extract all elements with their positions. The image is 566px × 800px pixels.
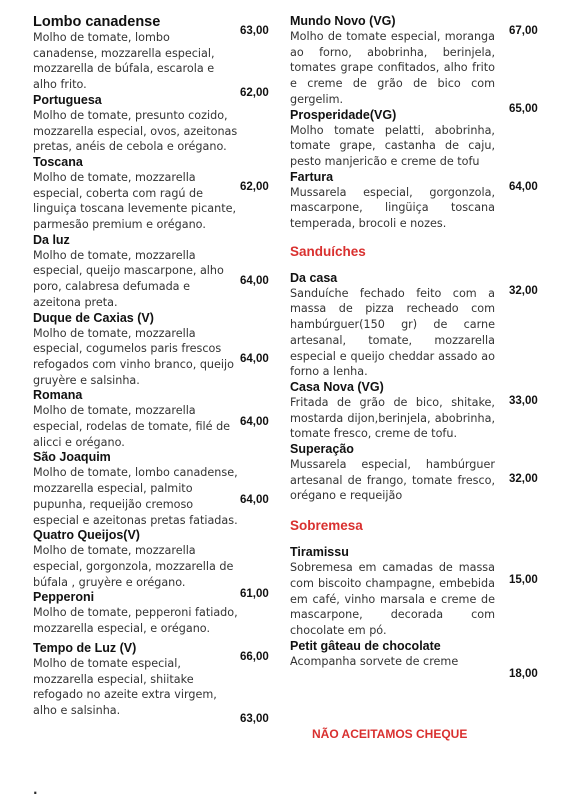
section-title-sanduiches: Sanduíches (290, 243, 366, 259)
item-description: Molho de tomate, lombo canadense, mozzarella especial, palmito pupunha, requeijão cremoso especial e azeitonas pretas fatiadas. (33, 466, 238, 527)
price-duque-de-caxias: 64,00 (240, 353, 269, 365)
item-description: Molho de tomate, presunto cozido, mozzarella especial, ovos, azeitonas pretas, anéis de cebola e orégano. (33, 108, 238, 154)
menu-item-fartura (290, 170, 495, 232)
item-name: Petit gâteau de chocolate (290, 638, 441, 653)
item-name: Quatro Queijos(V) (33, 528, 140, 543)
item-name: Tiramissu (290, 545, 349, 560)
price-tiramissu: 15,00 (509, 574, 538, 586)
price-fartura: 64,00 (509, 181, 538, 193)
item-name: Tempo de Luz (V) (33, 640, 137, 655)
menu-item-mundo-novo (290, 14, 495, 108)
item-description: Molho de tomate, mozzarella especial, gorgonzola, mozzarella de búfala , gruyère e orégano. (33, 544, 234, 589)
item-description: Molho de tomate, mozzarella especial, rodelas de tomate, filé de alicci e orégano. (33, 404, 231, 449)
menu-item-romana (33, 388, 238, 450)
item-name: Romana (33, 388, 83, 403)
section-title-sobremesa: Sobremesa (290, 518, 363, 534)
item-name: Superação (290, 442, 354, 457)
menu-item-toscana (33, 155, 238, 233)
left-menu-column (33, 14, 238, 719)
item-description: Sanduíche fechado feito com a massa de pizza recheado com hambúrguer(150 gr) de carne artesanal, tomate, mozzarella especial e queijo cheddar assado ao forno a lenha. (290, 286, 495, 379)
price-da-luz: 64,00 (240, 275, 269, 287)
item-name: Prosperidade(VG) (290, 107, 397, 122)
price-portuguesa: 62,00 (240, 87, 269, 99)
item-name: Lombo canadense (33, 14, 161, 30)
item-description: Mussarela especial, gorgonzola, mascarpone, lingüiça toscana temperada, brocoli e nozes. (290, 185, 495, 231)
price-quatro-queijos: 61,00 (240, 588, 269, 600)
menu-item-casa-nova (290, 380, 495, 442)
menu-item-sao-joaquim (33, 450, 238, 528)
item-name: Pepperoni (33, 590, 95, 605)
item-name: São Joaquim (33, 450, 111, 465)
price-sao-joaquim: 64,00 (240, 494, 269, 506)
menu-item-prosperidade (290, 108, 495, 170)
price-mundo-novo: 67,00 (509, 25, 538, 37)
item-description: Acompanha sorvete de creme (290, 654, 459, 668)
item-name: Mundo Novo (VG) (290, 14, 396, 28)
item-name: Casa Nova (VG) (290, 379, 384, 394)
menu-item-tempo-de-luz (33, 641, 238, 719)
item-description: Mussarela especial, hambúrguer artesanal de frango, tomate fresco, orégano e requeijão (290, 458, 495, 503)
menu-item-petit-gateau (290, 639, 495, 670)
item-description: Molho tomate pelatti, abobrinha, tomate grape, castanha de caju, pesto manjericão e creme de tofu (290, 123, 495, 168)
right-menu-column (290, 14, 495, 669)
price-pepperoni: 66,00 (240, 651, 269, 663)
item-name: Duque de Caxias (V) (33, 310, 154, 325)
price-casa-nova: 33,00 (509, 395, 538, 407)
menu-item-tiramissu (290, 545, 495, 639)
item-description: Molho de tomate especial, moranga ao forno, abobrinha, berinjela, tomates grape confitados, alho frito e creme de grão de bico com gergelim. (290, 30, 495, 106)
menu-item-lombo-canadense (33, 14, 238, 93)
no-checks-notice: NÃO ACEITAMOS CHEQUE (312, 727, 468, 741)
item-name: Toscana (33, 154, 83, 169)
item-name: Portuguesa (33, 92, 102, 107)
item-description: Molho de tomate, mozzarella especial, queijo mascarpone, alho poro, calabresa defumada e azeitona preta. (33, 248, 224, 309)
price-romana: 64,00 (240, 416, 269, 428)
item-description: Fritada de grão de bico, shitake, mostarda dijon,berinjela, abobrinha, tomate fresco, creme de tofu. (290, 395, 495, 441)
price-prosperidade: 65,00 (509, 103, 538, 115)
item-description: Molho de tomate, mozzarella especial, coberta com ragú de linguiça toscana levemente picante, parmesão premium e orégano. (33, 170, 237, 232)
price-tempo-de-luz: 63,00 (240, 713, 269, 725)
menu-item-superacao (290, 442, 495, 504)
item-description: Molho de tomate especial, mozzarella especial, shiitake refogado no azeite extra virgem, alho e salsinha. (33, 656, 217, 717)
price-superacao: 32,00 (509, 473, 538, 485)
menu-item-da-luz (33, 233, 238, 311)
item-name: Da casa (290, 270, 338, 285)
item-name: Da luz (33, 232, 70, 247)
menu-item-quatro-queijos (33, 528, 238, 590)
menu-item-pepperoni (33, 590, 238, 636)
price-toscana: 62,00 (240, 181, 269, 193)
menu-item-da-casa (290, 271, 495, 380)
item-name: Fartura (290, 169, 334, 184)
menu-item-portuguesa (33, 93, 238, 155)
menu-item-duque-de-caxias (33, 311, 238, 389)
price-petit-gateau: 18,00 (509, 668, 538, 680)
price-da-casa: 32,00 (509, 285, 538, 297)
item-description: Sobremesa em camadas de massa com biscoito champagne, embebida em café, vinho marsala e creme de mascarpone, decorada com chocolate em pó. (290, 561, 495, 637)
item-description: Molho de tomate, mozzarella especial, cogumelos paris frescos refogados com vinho branco, queijo gruyère e salsinha. (33, 326, 234, 387)
footer-dot: . (33, 783, 38, 797)
item-description: Molho de tomate, lombo canadense, mozzarella especial, mozzarella de búfala, escarola e alho frito. (33, 31, 215, 92)
price-lombo-canadense: 63,00 (240, 25, 269, 37)
item-description: Molho de tomate, pepperoni fatiado, mozzarella especial, e orégano. (33, 606, 238, 636)
